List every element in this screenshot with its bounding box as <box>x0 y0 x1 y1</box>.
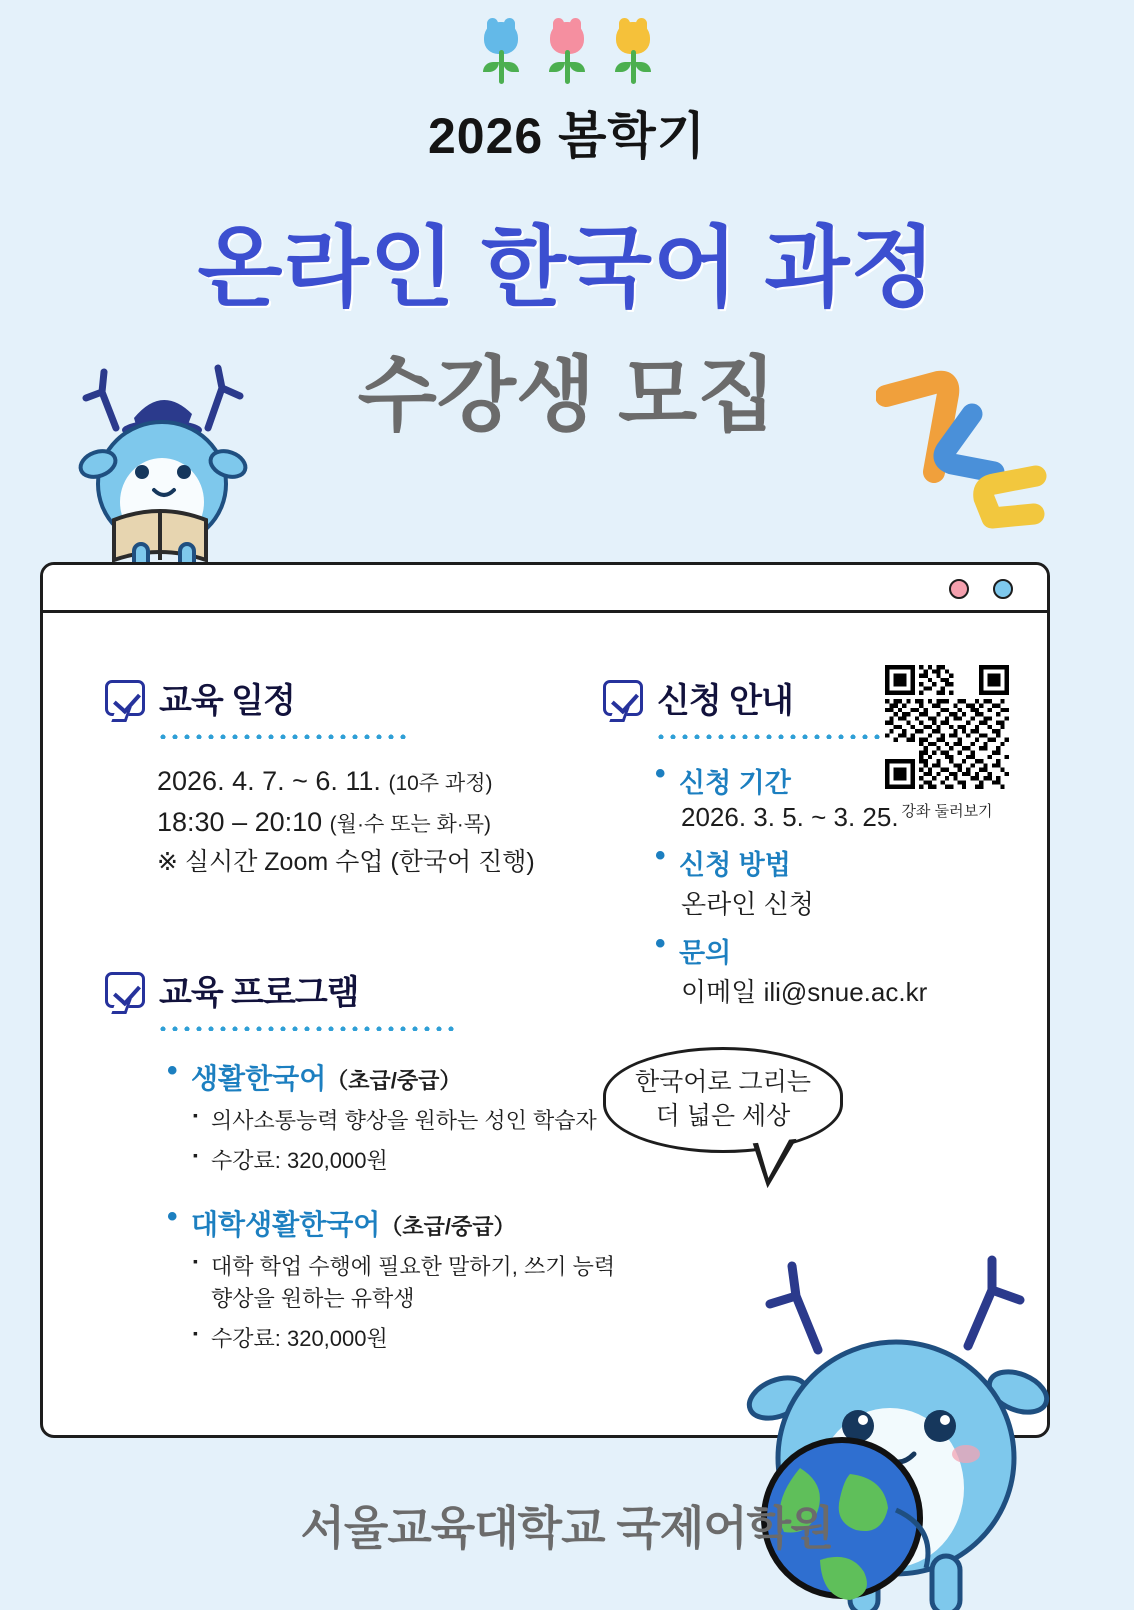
list-item <box>167 1203 625 1355</box>
check-icon <box>603 680 643 716</box>
apply-heading: 신청 안내 <box>657 682 793 720</box>
term-label: 2026 봄학기 <box>427 108 707 164</box>
apply-label-method: • 신청 방법 <box>655 843 963 882</box>
section-schedule <box>105 673 535 881</box>
apply-divider <box>655 734 910 739</box>
footer-organization: 서울교육대학교 국제어학원 <box>300 1502 834 1554</box>
program-name: • 대학생활한국어（초급/중급） <box>167 1203 625 1243</box>
poster-title-line2: 수강생 모집 <box>357 350 777 441</box>
section-program <box>105 965 625 1380</box>
tulip-icon-blue <box>479 22 523 84</box>
schedule-dates: 2026. 4. 7. ~ 6. 11. (10주 과정) <box>157 766 493 796</box>
speech-line-2: 더 넓은 세상 <box>655 1102 791 1130</box>
qr-block[interactable] <box>881 665 1013 821</box>
program-detail: ▪ 의사소통능력 향상을 원하는 성인 학습자 <box>193 1105 625 1137</box>
program-name: • 생활한국어（초급/중급） <box>167 1057 625 1097</box>
check-icon <box>105 972 145 1008</box>
program-detail: ▪ 대학 학업 수행에 필요한 말하기, 쓰기 능력 향상을 원하는 유학생 <box>193 1251 625 1315</box>
schedule-divider <box>157 734 407 739</box>
apply-value-period: 2026. 3. 5. ~ 3. 25. <box>681 802 899 832</box>
program-heading: 교육 프로그램 <box>159 974 359 1012</box>
poster-title-line1: 온라인 한국어 과정 <box>197 218 937 317</box>
schedule-lines <box>157 761 535 881</box>
apply-value-method: 온라인 신청 <box>681 889 814 919</box>
qr-caption: 강좌 둘러보기 <box>901 803 993 820</box>
program-fee: ▪ 수강료: 320,000원 <box>193 1323 625 1355</box>
apply-label-period: • 신청 기간 <box>655 761 963 800</box>
program-divider <box>157 1026 457 1031</box>
program-fee: ▪ 수강료: 320,000원 <box>193 1145 625 1177</box>
check-icon <box>105 680 145 716</box>
window-dot-blue <box>993 579 1013 599</box>
speech-line-1: 한국어로 그리는 <box>635 1068 811 1097</box>
card-titlebar <box>43 565 1047 613</box>
list-item <box>167 1057 625 1177</box>
speech-bubble <box>603 1047 843 1153</box>
flower-decoration <box>0 22 1134 84</box>
program-list <box>167 1057 625 1354</box>
window-dot-pink <box>949 579 969 599</box>
apply-value-contact: 이메일 ili@snue.ac.kr <box>681 977 928 1007</box>
tulip-icon-yellow <box>611 22 655 84</box>
hangul-ribbon-decoration <box>876 368 1056 538</box>
schedule-heading: 교육 일정 <box>159 682 295 720</box>
schedule-note: ※ 실시간 Zoom 수업 (한국어 진행) <box>157 848 535 877</box>
apply-label-contact: • 문의 <box>655 931 963 970</box>
qr-code-icon[interactable] <box>885 665 1009 789</box>
tulip-icon-pink <box>545 22 589 84</box>
speech-bubble-tail <box>753 1139 802 1189</box>
schedule-time: 18:30 – 20:10 (월·수 또는 화·목) <box>157 807 492 838</box>
